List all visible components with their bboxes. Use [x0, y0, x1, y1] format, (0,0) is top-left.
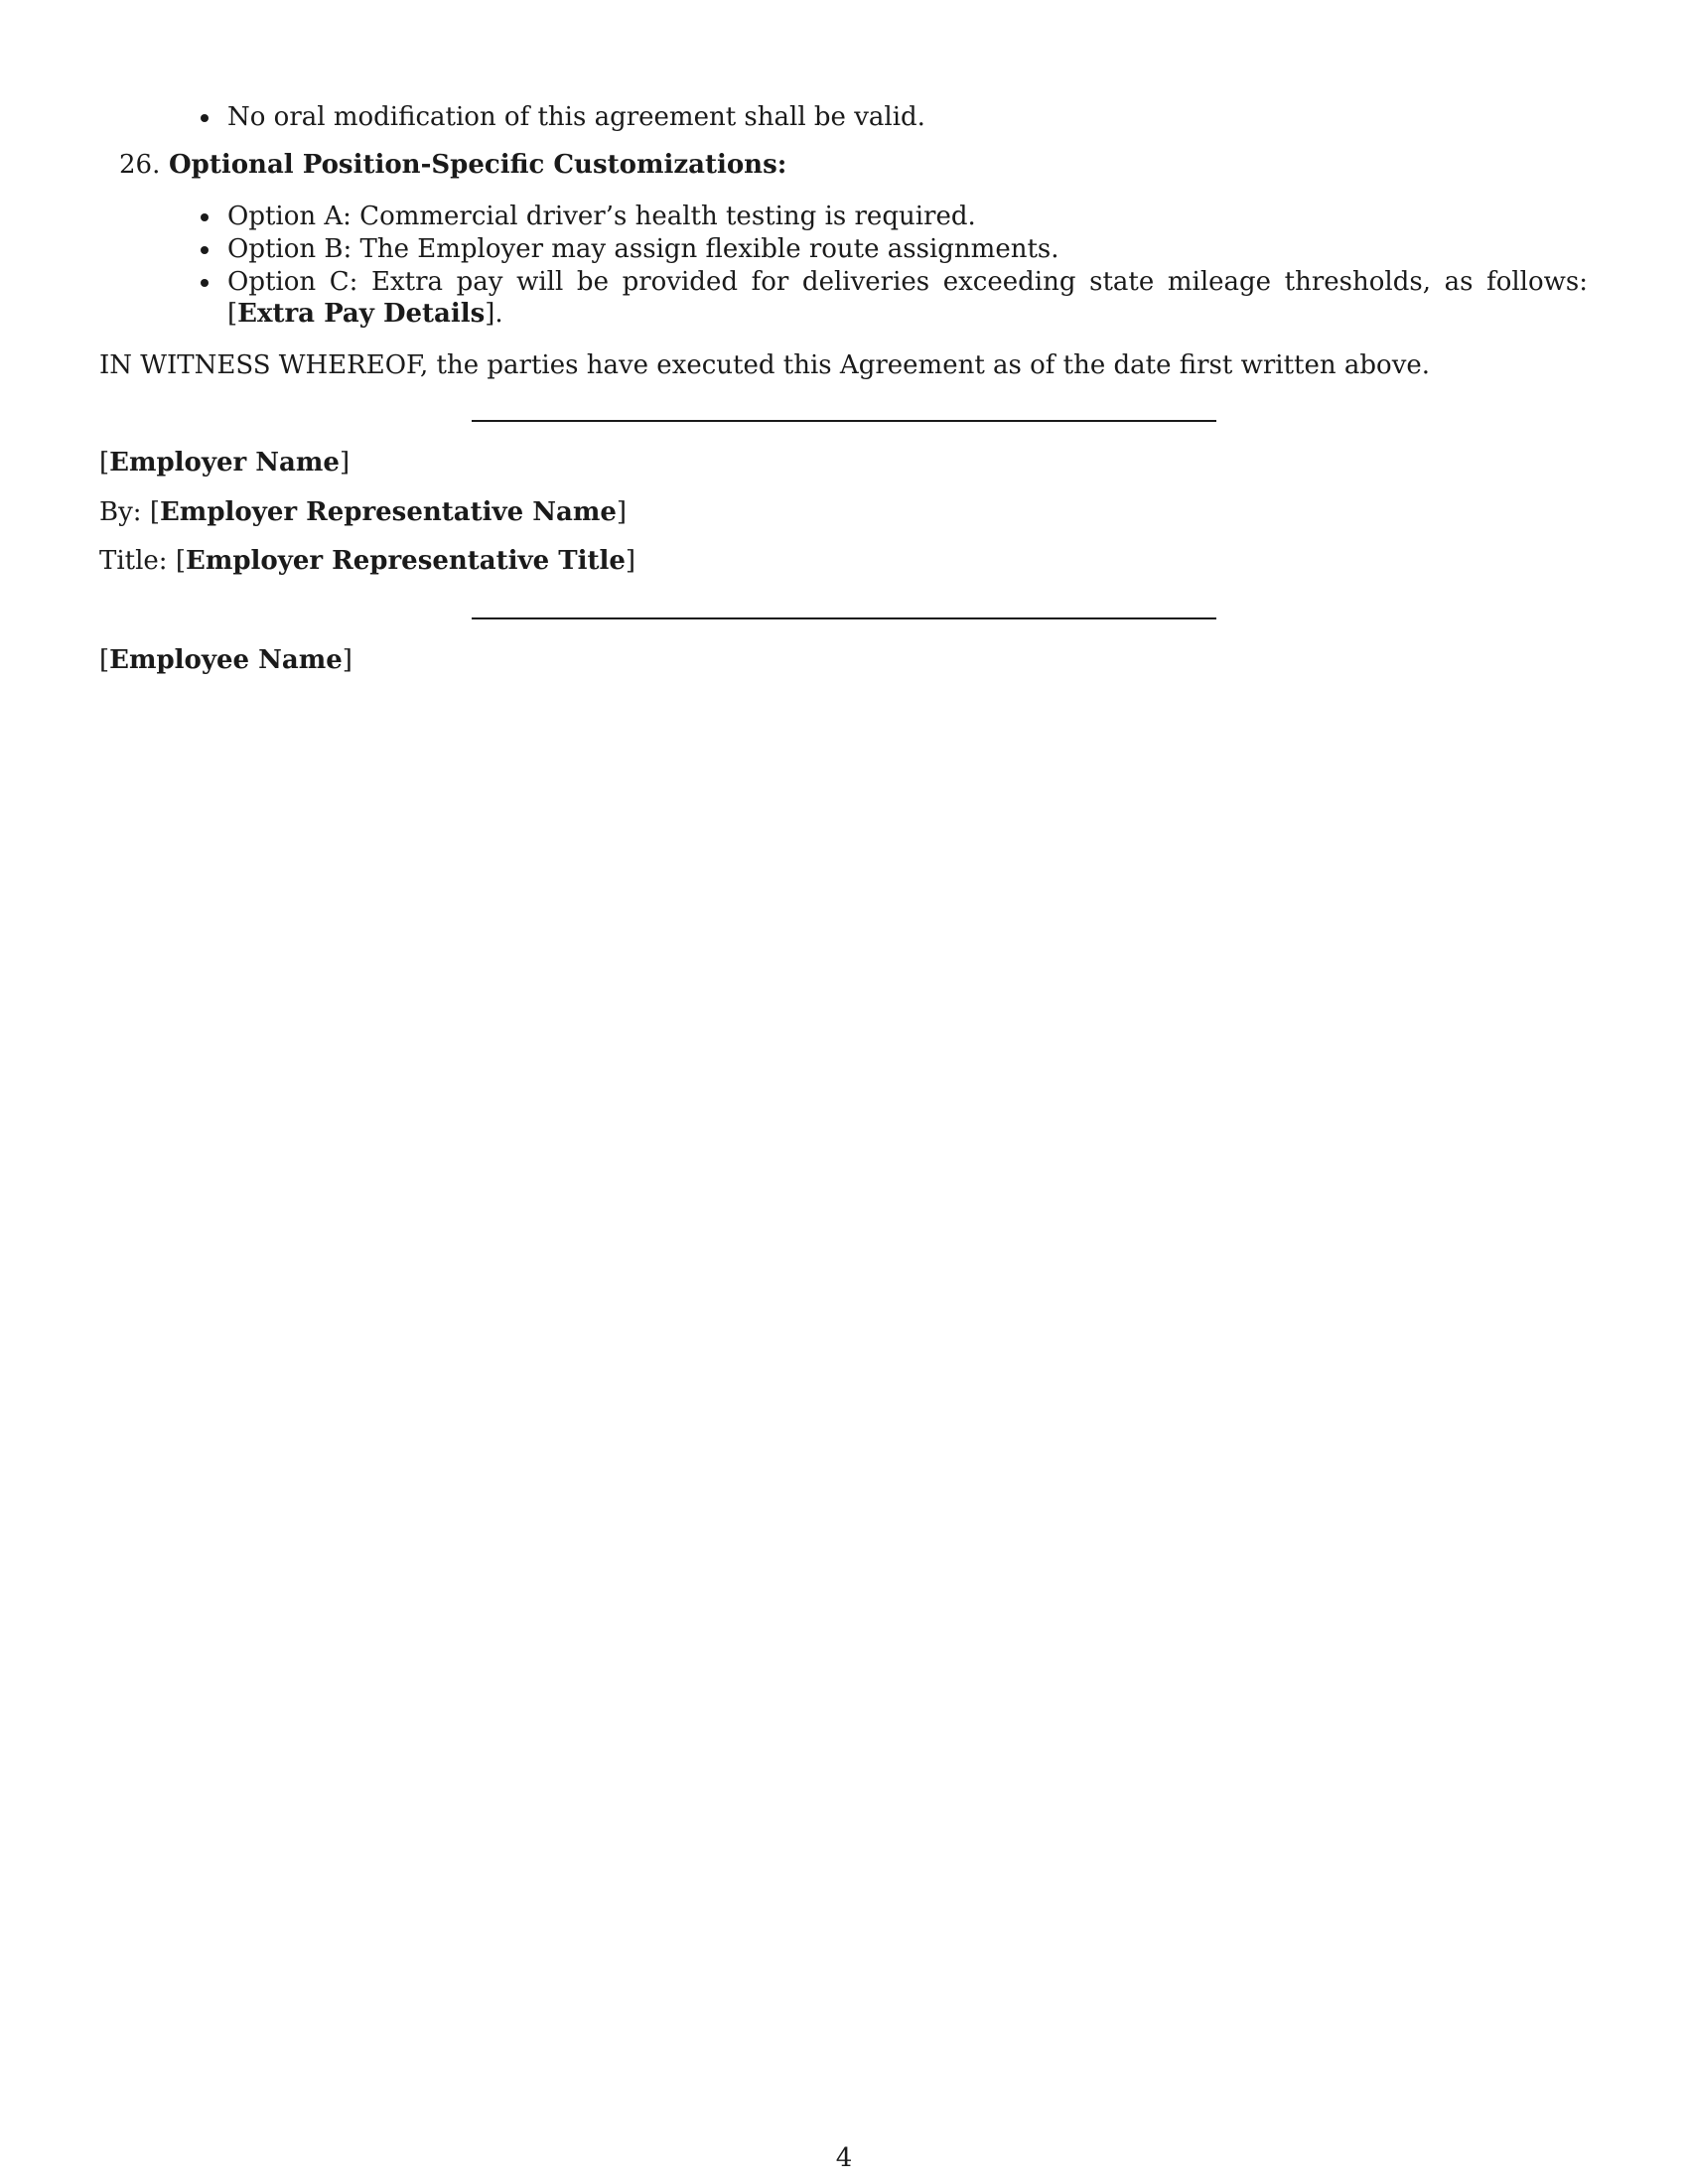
employer-title-line: Title: [Employer Representative Title] — [99, 546, 636, 576]
option-c-end: ]. — [485, 299, 503, 329]
clause-number: 26. — [119, 150, 161, 180]
bullet-marker — [201, 266, 212, 278]
extra-pay-details-placeholder: Extra Pay Details — [237, 299, 486, 329]
by-label: By: — [99, 497, 150, 527]
page-number: 4 — [835, 2143, 853, 2173]
employer-name-placeholder: Employer Name — [109, 448, 340, 478]
bullet-marker — [201, 101, 212, 113]
title-label: Title: — [99, 546, 176, 576]
employer-signature-line — [472, 420, 1216, 422]
employer-rep-name-placeholder: Employer Representative Name — [159, 497, 617, 527]
employer-name-line: [Employer Name] — [99, 448, 351, 478]
option-a: Option A: Commercial driver’s health testing is required. — [227, 202, 976, 231]
clause-26-heading-row — [119, 149, 786, 181]
bullet-marker — [201, 201, 212, 212]
employer-by-line: By: [Employer Representative Name] — [99, 497, 628, 527]
witness-clause: IN WITNESS WHEREOF, the parties have executed this Agreement as of the date first written above. — [99, 350, 1431, 380]
employee-name-placeholder: Employee Name — [109, 645, 343, 675]
option-c: Option C: Extra pay will be provided for deliveries exceeding state mileage thresholds, as follows: [Extra Pay Details]. — [227, 267, 1588, 329]
employee-signature-line — [472, 617, 1216, 619]
option-c-text: Option C: Extra pay will be provided for deliveries exceeding state mileage thresholds, as follows: — [227, 267, 1588, 297]
bullet-marker — [201, 233, 212, 245]
option-b: Option B: The Employer may assign flexible route assignments. — [227, 234, 1059, 264]
bullet-oral-modification: No oral modification of this agreement shall be valid. — [227, 102, 925, 132]
clause-heading: Optional Position-Specific Customizations: — [169, 150, 787, 180]
employer-rep-title-placeholder: Employer Representative Title — [186, 546, 626, 576]
employee-name-line: [Employee Name] — [99, 645, 352, 675]
